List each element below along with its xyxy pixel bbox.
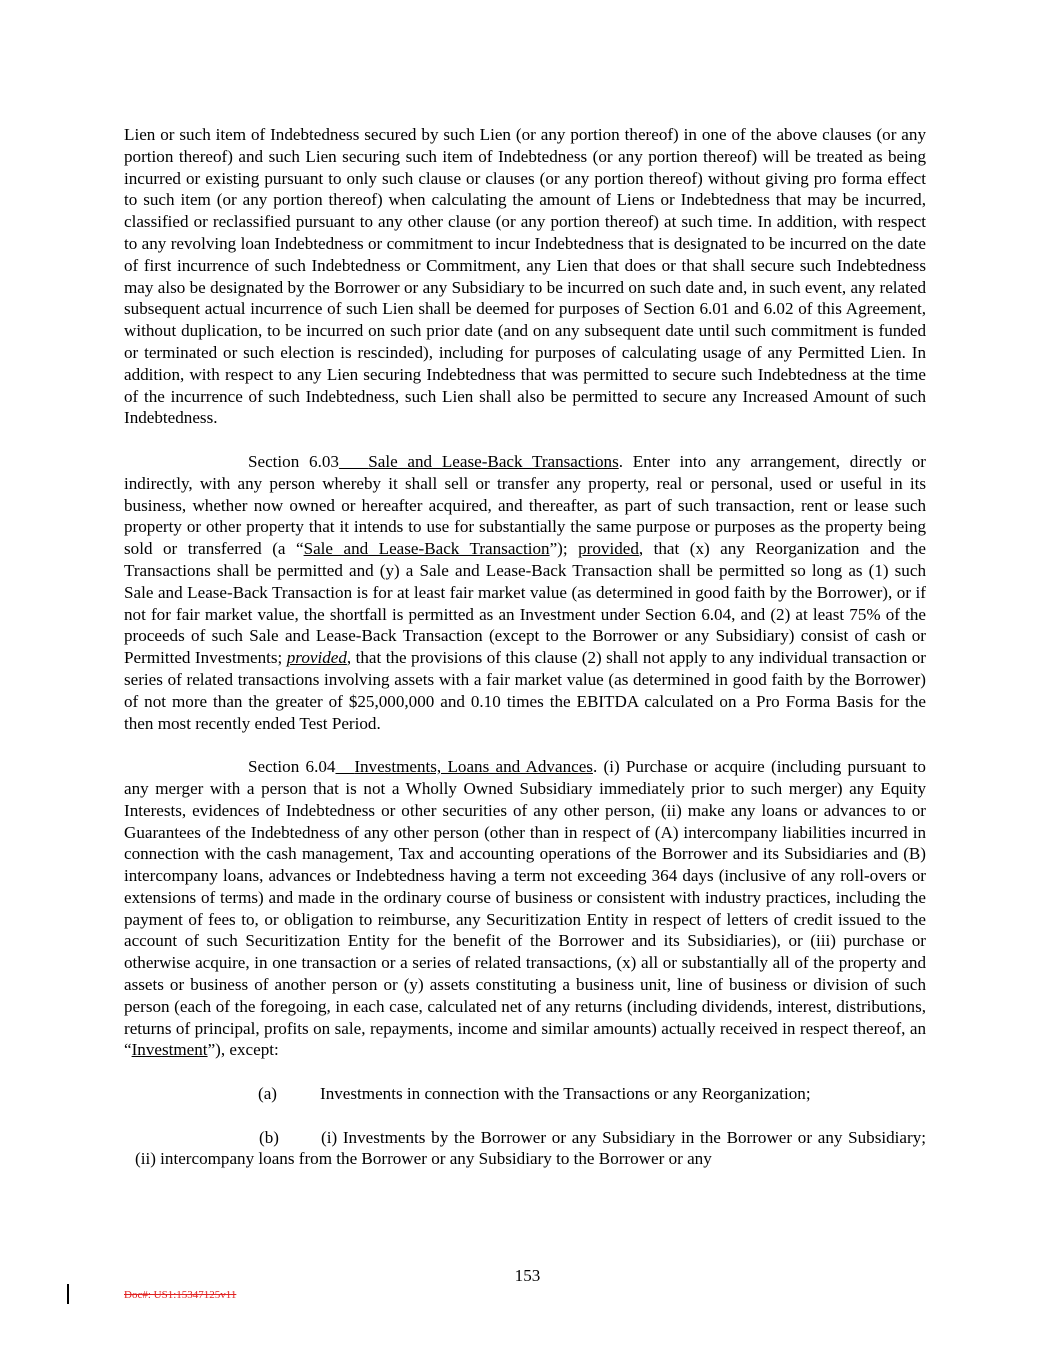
- document-page: [124, 124, 926, 1170]
- section-6-04: Section 6.04 Investments, Loans and Advances. (i) Purchase or acquire (including pursuant to any merger with a person that is not a Wholly Owned Subsidiary immediately prior to such merger) any Equity Interests, evidences of Indebtedness or other securities of any other person, (ii) make any loans or advances to or Guarantees of the Indebtedness of any other person (other than in respect of (A) intercompany liabilities incurred in connection with the cash management, Tax and accounting operations of the Borrower and its Subsidiaries and (B) intercompany loans, advances or Indebtedness having a term not exceeding 364 days (inclusive of any roll-overs or extensions of terms) and made in the ordinary course of business or consistent with industry practices, including the payment of fees to, or obligation to reimburse, any Securitization Entity in respect of letters of credit issued to the account of such Securitization Entity for the benefit of the Borrower and its Subsidiaries), or (iii) purchase or otherwise acquire, in one transaction or a series of related transactions, (x) all or substantially all of the property and assets or business of another person or (y) assets constituting a business unit, line of business or division of such person (each of the foregoing, in each case, calculated net of any returns (including dividends, interest, distributions, returns of principal, profits on sale, repayments, income and similar amounts) actually received in respect thereof, an “Investment”), except:: [124, 757, 926, 1060]
- document-id: Doc#: US1:15347125v11: [124, 1289, 237, 1301]
- revision-bar: [67, 1284, 69, 1304]
- section-title: Investments, Loans and Advances: [354, 757, 593, 777]
- intro-paragraph: Lien or such item of Indebtedness secured by such Lien (or any portion thereof) in one of the above clauses (or any portion thereof) and such Lien securing such item of Indebtedness (or any portion thereof) will be treated as being incurred or existing pursuant to only such clause or clauses (or any portion thereof) without giving pro forma effect to such item (or any portion thereof) when calculating the amount of Liens or Indebtedness that may be incurred, classified or reclassified pursuant to any other clause (or any portion thereof) at such time. In addition, with respect to any revolving loan Indebtedness or commitment to incur Indebtedness that is designated to be incurred on the date of first incurrence of such Indebtedness or Commitment, any Lien that does or that shall secure such Indebtedness may also be designated by the Borrower or any Subsidiary to be incurred on such date and, in such event, any related subsequent actual incurrence of such Lien shall be deemed for purposes of Section 6.01 and 6.02 of this Agreement, without duplication, to be incurred on such prior date (and on any subsequent date until such commitment is funded or terminated or such election is rescinded), including for purposes of calculating usage of any Permitted Lien. In addition, with respect to any Lien securing Indebtedness that was permitted to secure such Indebtedness at the time of the incurrence of such Indebtedness, such Lien shall also be permitted to secure any Increased Amount of such Indebtedness.: [124, 125, 926, 428]
- provided-term: provided: [578, 539, 639, 559]
- item-label: (a): [258, 1084, 277, 1104]
- item-text: (i) Investments by the Borrower or any Subsidiary in the Borrower or any Subsidiary; (ii) intercompany loans from the Borrower or any Subsidiary to the Borrower or any: [135, 1127, 926, 1169]
- list-item-a: [124, 1083, 926, 1105]
- section-number: Section 6.03: [248, 451, 339, 471]
- item-label: (b): [259, 1127, 279, 1147]
- section-6-03: Section 6.03 Sale and Lease-Back Transactions. Enter into any arrangement, directly or indirectly, with any person whereby it shall sell or transfer any property, real or personal, used or useful in its business, whether now owned or hereafter acquired, and thereafter, as part of such transaction, rent or lease such property or other property that it intends to use for substantially the same purpose or purposes as the property being sold or transferred (a “Sale and Lease-Back Transaction”); provided, that (x) any Reorganization and the Transactions shall be permitted and (y) a Sale and Lease-Back Transaction shall be permitted so long as (1) such Sale and Lease-Back Transaction is for at least fair market value (as determined in good faith by the Borrower), or if not for fair market value, the shortfall is permitted as an Investment under Section 6.04, and (2) at least 75% of the proceeds of such Sale and Lease-Back Transaction (except to the Borrower or any Subsidiary) consist of cash or Permitted Investments; provided, that the provisions of this clause (2) shall not apply to any individual transaction or series of related transactions involving assets with a fair market value (as determined in good faith by the Borrower) of not more than the greater of $25,000,000 and 0.10 times the EBITDA calculated on a Pro Forma Basis for the then most recently ended Test Period.: [124, 451, 926, 733]
- list-item-b: [124, 1127, 926, 1171]
- defined-term: Sale and Lease-Back Transaction: [303, 539, 550, 559]
- defined-term: Investment: [131, 1040, 208, 1060]
- section-title: Sale and Lease-Back Transactions: [368, 451, 619, 471]
- provided-term-italic: provided: [286, 648, 347, 668]
- page-number: 153: [514, 1266, 541, 1285]
- item-text: Investments in connection with the Transactions or any Reorganization;: [320, 1084, 811, 1104]
- section-number: Section 6.04: [248, 757, 336, 777]
